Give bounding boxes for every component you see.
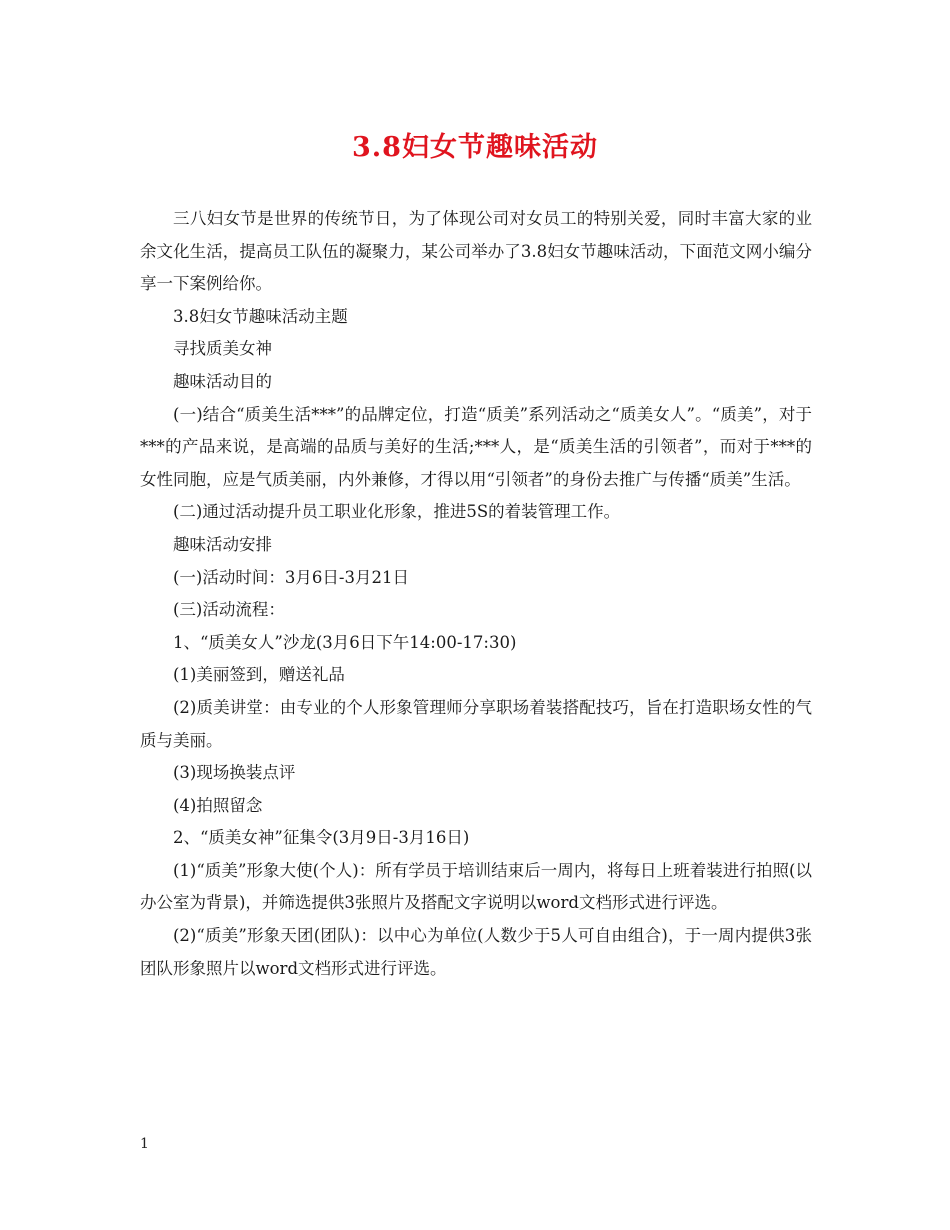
paragraph-goddess-item-2: (2)“质美”形象天团(团队)：以中心为单位(人数少于5人可自由组合)，于一周内提供3张团队形象照片以word文档形式进行评选。 xyxy=(140,926,812,978)
paragraph-salon-item-4: (4)拍照留念 xyxy=(173,795,263,815)
paragraph-purpose-1: (一)结合“质美生活***”的品牌定位，打造“质美”系列活动之“质美女人”。“质美”，对于***的产品来说，是高端的品质与美好的生活;***人，是“质美生活的引领者”，而对于***的女性同胞，应是气质美丽，内外兼修，才得以用“引领者”的身份去推广与传播“质美”生活。 xyxy=(140,404,812,489)
paragraph-purpose-2: (二)通过活动提升员工职业化形象，推进5S的着装管理工作。 xyxy=(173,502,621,522)
paragraph-salon-item-3: (3)现场换装点评 xyxy=(173,763,296,783)
paragraph-salon-item-2: (2)质美讲堂：由专业的个人形象管理师分享职场着装搭配技巧，旨在打造职场女性的气质与美丽。 xyxy=(140,697,812,750)
paragraph-activity-time: (一)活动时间：3月6日-3月21日 xyxy=(173,567,409,587)
document-body xyxy=(140,203,812,985)
paragraph-theme: 寻找质美女神 xyxy=(173,339,272,359)
page-number: 1 xyxy=(140,1136,149,1152)
paragraph-salon: 1、“质美女人”沙龙(3月6日下午14:00-17:30) xyxy=(173,632,517,652)
paragraph-purpose-heading: 趣味活动目的 xyxy=(173,371,272,391)
paragraph-activity-process: (三)活动流程： xyxy=(173,600,285,620)
paragraph-goddess-call: 2、“质美女神”征集令(3月9日-3月16日) xyxy=(173,828,470,848)
paragraph-salon-item-1: (1)美丽签到，赠送礼品 xyxy=(173,665,345,685)
paragraph-theme-heading: 3.8妇女节趣味活动主题 xyxy=(173,306,348,326)
paragraph-arrangement-heading: 趣味活动安排 xyxy=(173,534,272,554)
paragraph-intro: 三八妇女节是世界的传统节日，为了体现公司对女员工的特别关爱，同时丰富大家的业余文化生活，提高员工队伍的凝聚力，某公司举办了3.8妇女节趣味活动，下面范文网小编分享一下案例给你。 xyxy=(140,209,812,294)
document-title: 3.8妇女节趣味活动 xyxy=(352,132,598,163)
paragraph-goddess-item-1: (1)“质美”形象大使(个人)：所有学员于培训结束后一周内，将每日上班着装进行拍照(以办公室为背景)，并筛选提供3张照片及搭配文字说明以word文档形式进行评选。 xyxy=(140,860,812,913)
